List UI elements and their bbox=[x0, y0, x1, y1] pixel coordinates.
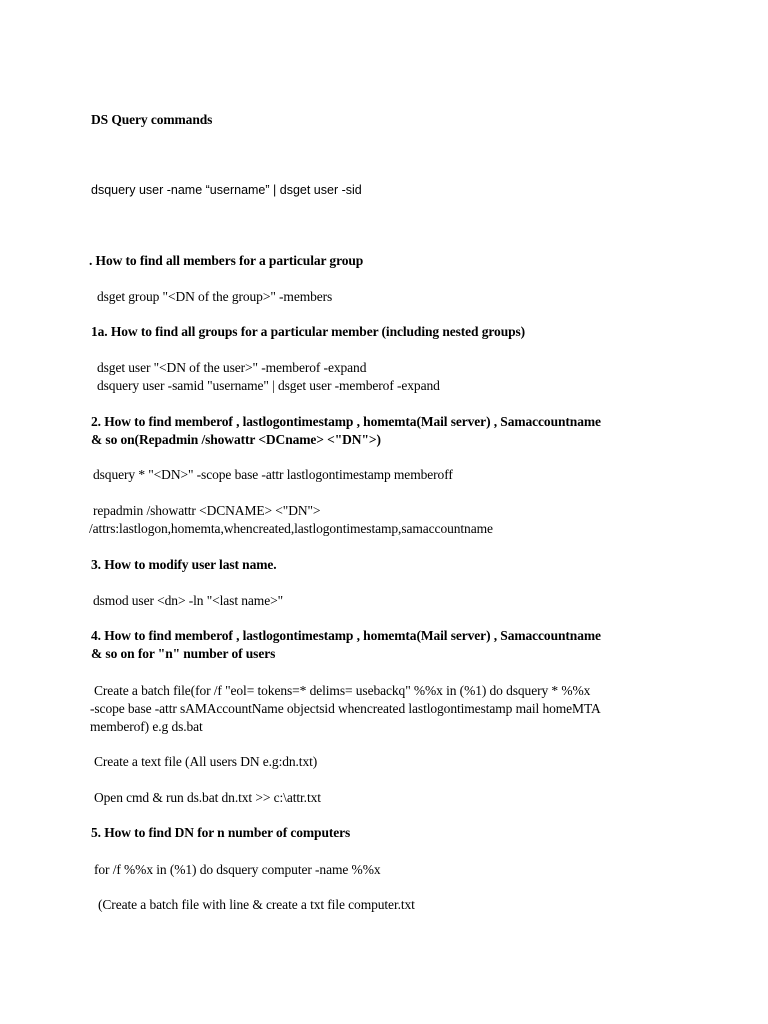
section-heading: 4. How to find memberof , lastlogontimestamp , homemta(Mail server) , Samaccountname bbox=[91, 628, 601, 643]
body-line: (Create a batch file with line & create a txt file computer.txt bbox=[98, 897, 415, 912]
intro-command: dsquery user -name “username” | dsget user -sid bbox=[91, 183, 362, 197]
body-line: Open cmd & run ds.bat dn.txt >> c:\attr.txt bbox=[94, 790, 321, 805]
command-line: dsquery * "<DN>" -scope base -attr lastlogontimestamp memberoff bbox=[93, 467, 453, 482]
section-heading: & so on for "n" number of users bbox=[91, 646, 276, 661]
page-title: DS Query commands bbox=[91, 112, 213, 127]
section-heading: 5. How to find DN for n number of computers bbox=[91, 825, 351, 840]
section-heading: 2. How to find memberof , lastlogontimestamp , homemta(Mail server) , Samaccountname bbox=[91, 414, 601, 429]
command-line: for /f %%x in (%1) do dsquery computer -name %%x bbox=[94, 862, 381, 877]
body-line: memberof) e.g ds.bat bbox=[90, 719, 203, 734]
command-line: dsmod user <dn> -ln "<last name>" bbox=[93, 593, 284, 608]
command-line: repadmin /showattr <DCNAME> <"DN"> bbox=[93, 503, 321, 518]
section-heading: . How to find all members for a particular group bbox=[89, 253, 364, 268]
body-line: Create a text file (All users DN e.g:dn.txt) bbox=[94, 754, 318, 769]
body-line: -scope base -attr sAMAccountName objectsid whencreated lastlogontimestamp mail homeMTA bbox=[90, 701, 601, 716]
section-heading: 1a. How to find all groups for a particular member (including nested groups) bbox=[91, 324, 526, 339]
section-heading: 3. How to modify user last name. bbox=[91, 557, 277, 572]
command-line: /attrs:lastlogon,homemta,whencreated,lastlogontimestamp,samaccountname bbox=[89, 521, 493, 536]
command-line: dsget group "<DN of the group>" -members bbox=[97, 289, 333, 304]
command-line: dsquery user -samid "username" | dsget user -memberof -expand bbox=[97, 378, 440, 393]
section-heading: & so on(Repadmin /showattr <DCname> <"DN">) bbox=[91, 432, 381, 447]
command-line: dsget user "<DN of the user>" -memberof -expand bbox=[97, 360, 367, 375]
body-line: Create a batch file(for /f "eol= tokens=* delims= usebackq" %%x in (%1) do dsquery * %%x bbox=[94, 683, 591, 698]
